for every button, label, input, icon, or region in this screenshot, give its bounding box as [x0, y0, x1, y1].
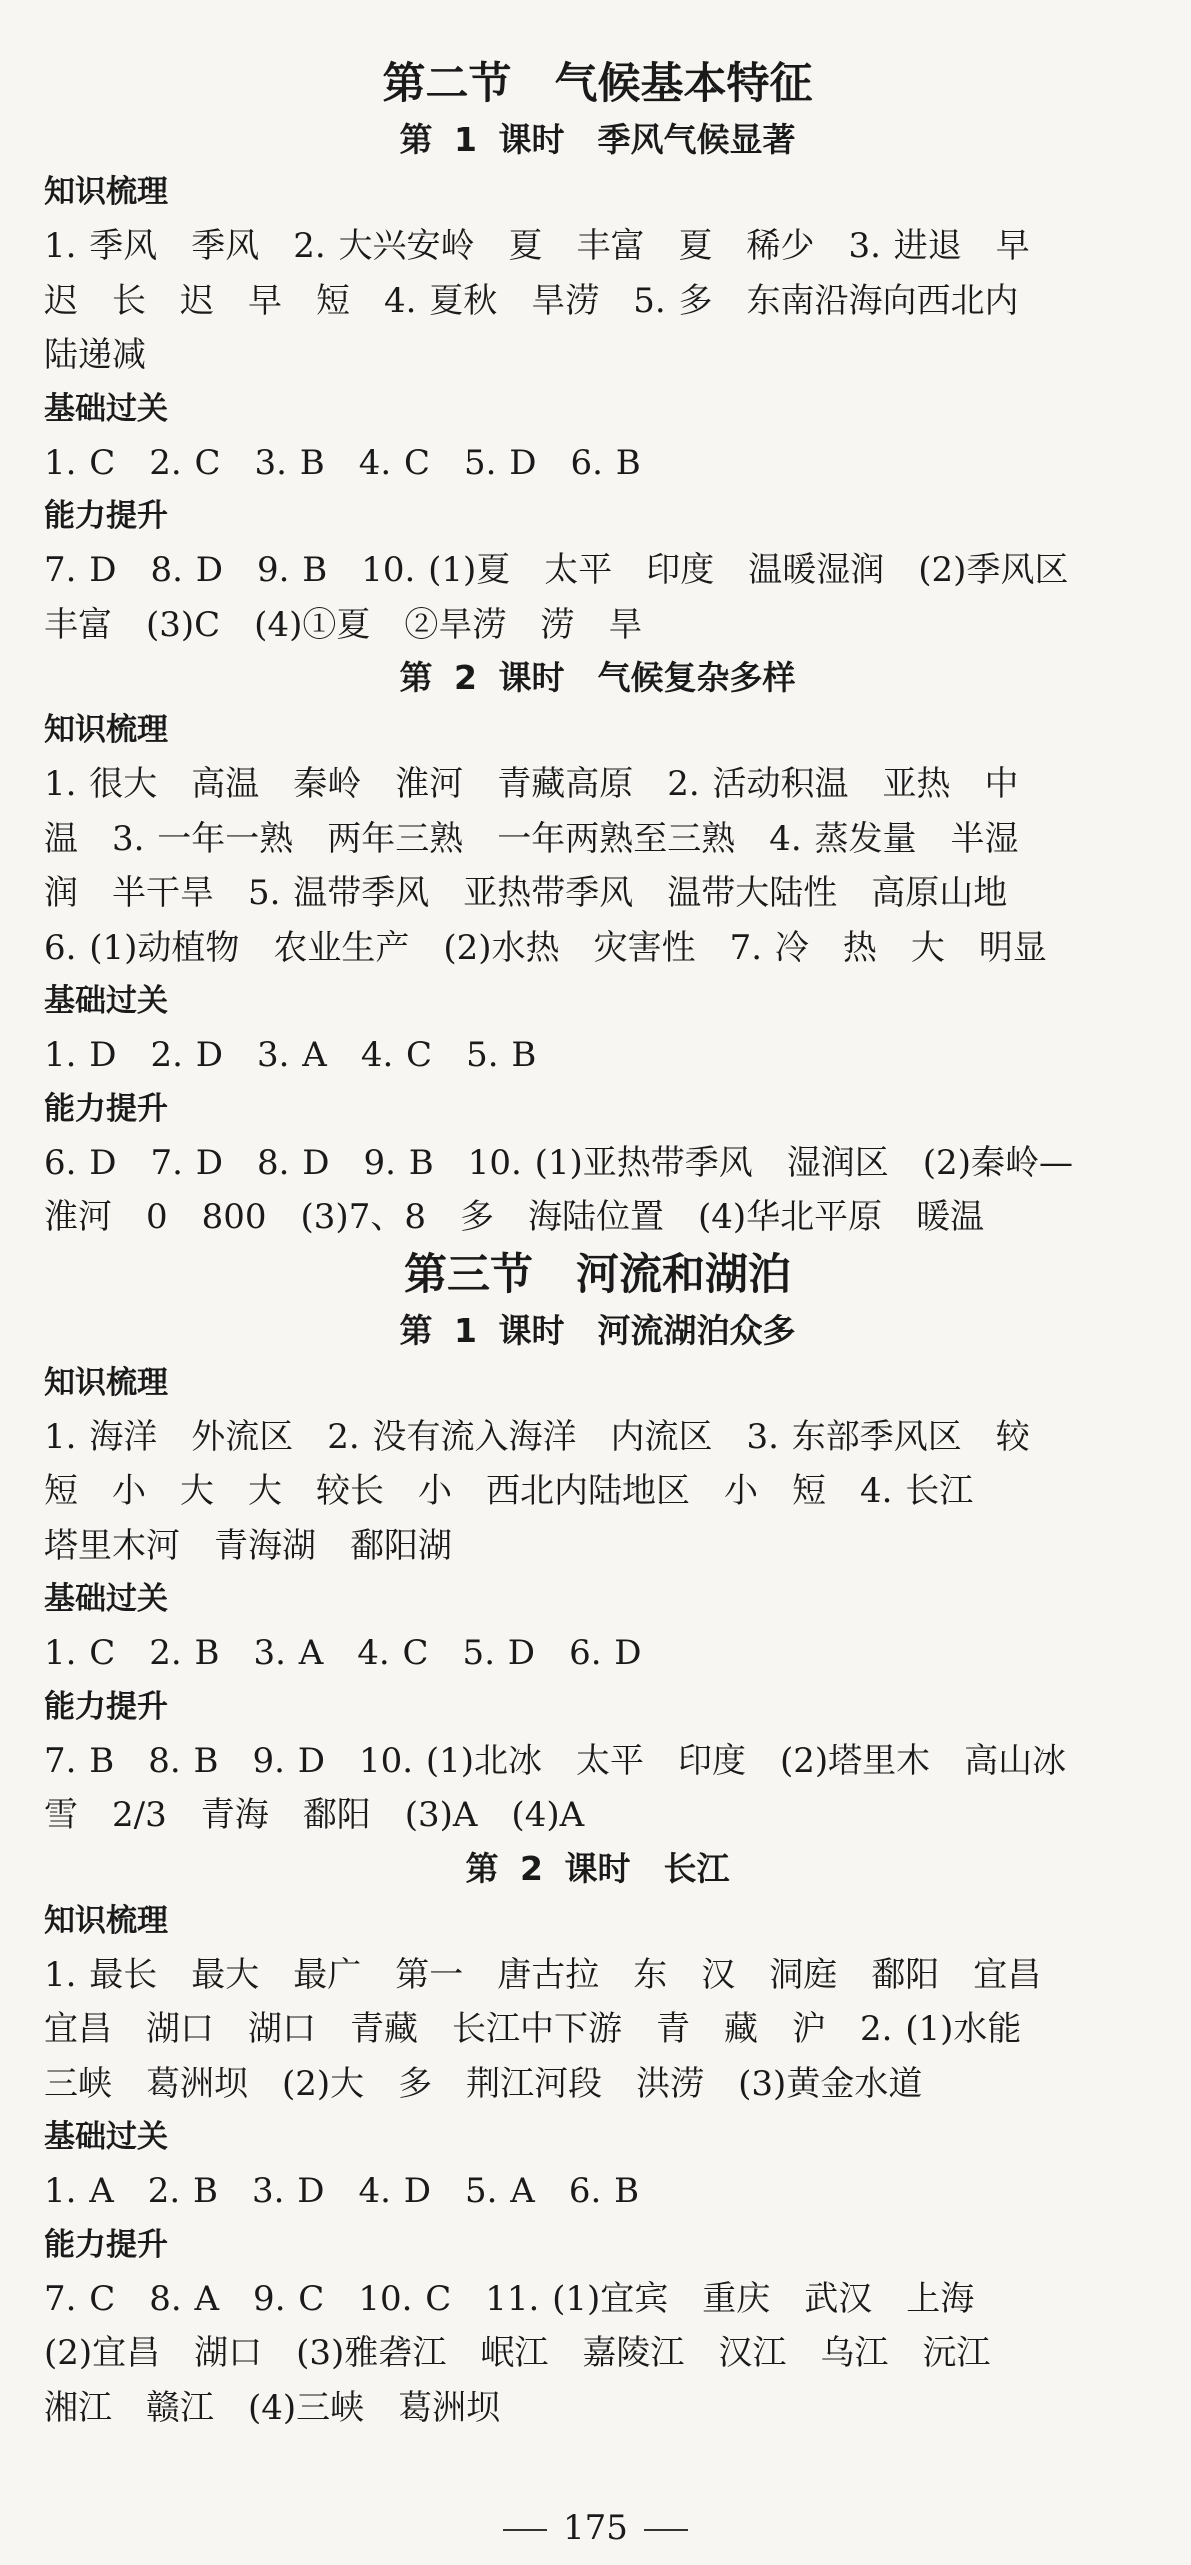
left-dash — [503, 2529, 547, 2531]
answer-line: 7. B 8. B 9. D 10. (1)北冰 太平 印度 (2)塔里木 高山冰 — [44, 1740, 1067, 1781]
block-heading: 基础过关 — [44, 1581, 168, 1617]
block-heading: 知识梳理 — [44, 712, 168, 748]
block-heading: 基础过关 — [44, 390, 168, 427]
answer-line: 陆递减 — [44, 335, 146, 375]
answer-line: 1. 最长 最大 最广 第一 唐古拉 东 汉 洞庭 鄱阳 宜昌 — [44, 1954, 1042, 1995]
block-heading: 基础过关 — [44, 983, 168, 1019]
page-number-footer — [0, 2508, 1191, 2548]
lesson-title: 第 2 课时 长江 — [465, 1848, 730, 1888]
answer-line: 润 半干旱 5. 温带季风 亚热带季风 温带大陆性 高原山地 — [44, 873, 1008, 913]
block-heading: 知识梳理 — [44, 174, 168, 210]
answer-line: 1. 季风 季风 2. 大兴安岭 夏 丰富 夏 稀少 3. 进退 早 — [44, 226, 1030, 266]
block-heading: 知识梳理 — [44, 1902, 168, 1939]
answer-line: 迟 长 迟 早 短 4. 夏秋 旱涝 5. 多 东南沿海向西北内 — [44, 280, 1019, 321]
answer-line: 1. A 2. B 3. D 4. D 5. A 6. B — [44, 2171, 640, 2211]
page-number: 175 — [563, 2508, 628, 2548]
answer-line: 7. C 8. A 9. C 10. C 11. (1)宜宾 重庆 武汉 上海 — [44, 2278, 975, 2319]
answer-line: 淮河 0 800 (3)7、8 多 海陆位置 (4)华北平原 暖温 — [44, 1197, 985, 1237]
lesson-title: 第 1 课时 河流湖泊众多 — [399, 1310, 796, 1350]
answer-line: 1. D 2. D 3. A 4. C 5. B — [44, 1035, 537, 1075]
answer-line: 1. C 2. C 3. B 4. C 5. D 6. B — [44, 442, 641, 483]
block-heading: 基础过关 — [44, 2119, 168, 2155]
answer-line: 湘江 赣江 (4)三峡 葛洲坝 — [44, 2387, 501, 2428]
right-dash — [644, 2529, 688, 2531]
answer-line: 宜昌 湖口 湖口 青藏 长江中下游 青 藏 沪 2. (1)水能 — [44, 2009, 1022, 2049]
answer-line: 短 小 大 大 较长 小 西北内陆地区 小 短 4. 长江 — [44, 1471, 974, 1511]
answer-line: 1. 很大 高温 秦岭 淮河 青藏高原 2. 活动积温 亚热 中 — [44, 764, 1019, 804]
answer-line: 6. D 7. D 8. D 9. B 10. (1)亚热带季风 湿润区 (2)秦岭— — [44, 1142, 1073, 1183]
lesson-title: 第 1 课时 季风气候显著 — [399, 120, 796, 159]
block-heading: 能力提升 — [44, 498, 168, 534]
answer-line: 6. (1)动植物 农业生产 (2)水热 灾害性 7. 冷 热 大 明显 — [44, 927, 1047, 968]
section-title: 第三节 河流和湖泊 — [404, 1249, 791, 1300]
block-heading: 知识梳理 — [44, 1364, 168, 1401]
answer-line: 7. D 8. D 9. B 10. (1)夏 太平 印度 温暖湿润 (2)季风区 — [44, 550, 1069, 590]
answer-line: 温 3. 一年一熟 两年三熟 一年两熟至三熟 4. 蒸发量 半湿 — [44, 818, 1019, 859]
block-heading: 能力提升 — [44, 1090, 168, 1127]
answer-line: 三峡 葛洲坝 (2)大 多 荆江河段 洪涝 (3)黄金水道 — [44, 2063, 923, 2104]
answer-line: 1. C 2. B 3. A 4. C 5. D 6. D — [44, 1633, 642, 1673]
block-heading: 能力提升 — [44, 2226, 168, 2263]
answer-line: 雪 2/3 青海 鄱阳 (3)A (4)A — [44, 1795, 585, 1835]
answer-line: 丰富 (3)C (4)①夏 ②旱涝 涝 旱 — [44, 604, 643, 645]
answer-line: 1. 海洋 外流区 2. 没有流入海洋 内流区 3. 东部季风区 较 — [44, 1416, 1030, 1457]
section-title: 第二节 气候基本特征 — [382, 59, 813, 109]
answer-line: (2)宜昌 湖口 (3)雅砻江 岷江 嘉陵江 汉江 乌江 沅江 — [44, 2333, 991, 2373]
answer-line: 塔里木河 青海湖 鄱阳湖 — [44, 1525, 452, 1566]
lesson-title: 第 2 课时 气候复杂多样 — [399, 658, 796, 697]
block-heading: 能力提升 — [44, 1688, 168, 1725]
